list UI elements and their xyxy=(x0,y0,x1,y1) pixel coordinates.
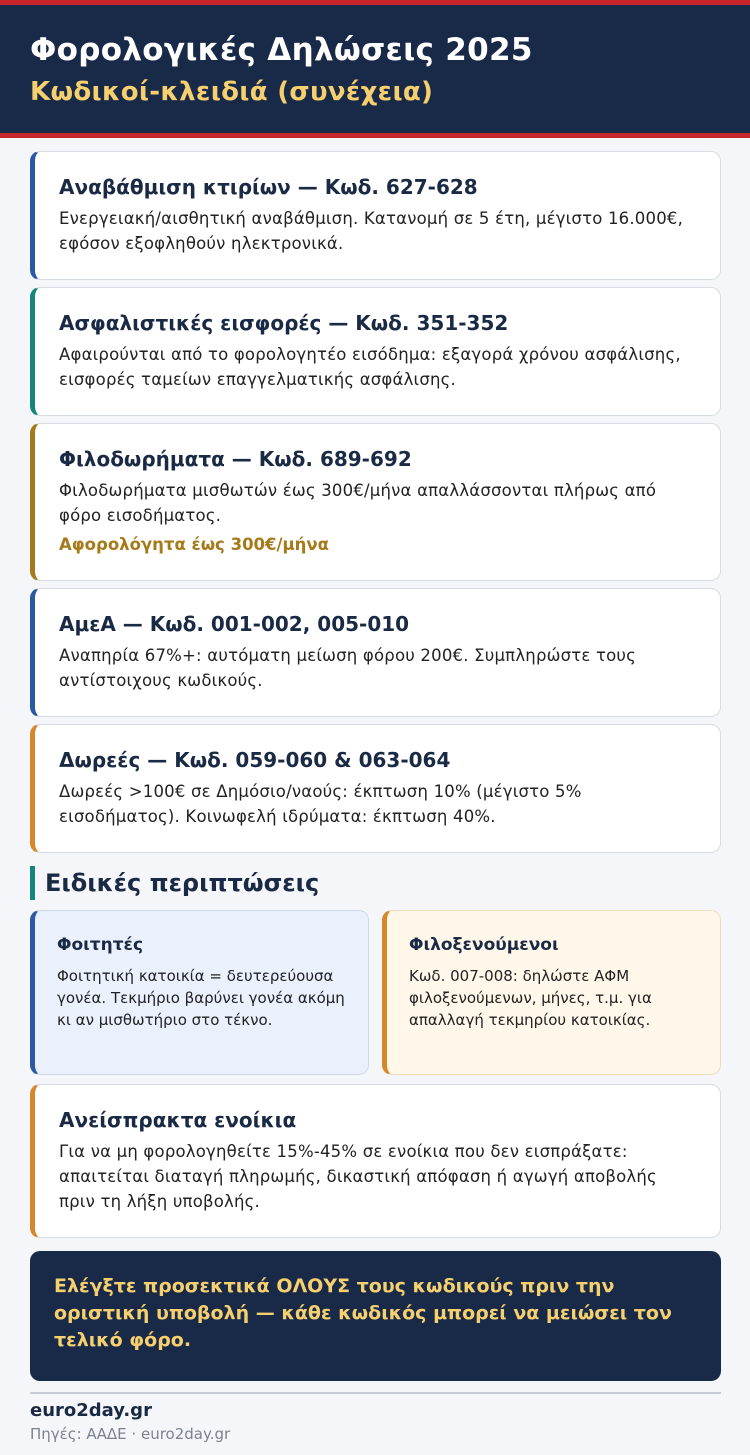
card-title: Φοιτητές xyxy=(57,935,144,955)
card-tips xyxy=(30,423,721,581)
card-donations xyxy=(30,724,721,853)
card-insurance-contributions xyxy=(30,287,721,416)
footer-sources: Πηγές: ΑΑΔΕ · euro2day.gr xyxy=(30,1425,231,1443)
card-body: Αφαιρούνται από το φορολογητέο εισόδημα: εξαγορά χρόνου ασφάλισης, εισφορές ταμείων επαγγελματικής ασφάλισης. xyxy=(59,345,681,389)
card-title: Ανείσπρακτα ενοίκια xyxy=(59,1108,297,1132)
call-to-action-banner: Ελέγξτε προσεκτικά ΟΛΟΥΣ τους κωδικούς πριν την οριστική υποβολή — κάθε κωδικός μπορεί να μειώσει τον τελικό φόρο. xyxy=(30,1251,721,1381)
card-body: Φοιτητική κατοικία = δευτερεύουσα γονέα. Τεκμήριο βαρύνει γονέα ακόμη κι αν μισθωτήριο στο τέκνο. xyxy=(57,967,345,1029)
card-body: Ενεργειακή/αισθητική αναβάθμιση. Κατανομή σε 5 έτη, μέγιστο 16.000€, εφόσον εξοφληθούν ηλεκτρονικά. xyxy=(59,209,684,253)
card-body: Κωδ. 007-008: δηλώστε ΑΦΜ φιλοξενούμενων, μήνες, τ.μ. για απαλλαγή τεκμηρίου κατοικίας. xyxy=(409,967,652,1029)
card-building-upgrade xyxy=(30,151,721,280)
page-header xyxy=(0,0,750,138)
card-uncollected-rent xyxy=(30,1084,721,1238)
page-subtitle: Κωδικοί-κλειδιά (συνέχεια) xyxy=(30,77,434,107)
footer-divider xyxy=(30,1392,721,1394)
card-title: Ασφαλιστικές εισφορές — Κωδ. 351-352 xyxy=(59,311,509,335)
card-body: Δωρεές >100€ σε Δημόσιο/ναούς: έκπτωση 10% (μέγιστο 5% εισοδήματος). Κοινωφελή ιδρύματα: έκπτωση 40%. xyxy=(59,782,582,826)
card-body: Φιλοδωρήματα μισθωτών έως 300€/μήνα απαλλάσσονται πλήρως από φόρο εισοδήματος. xyxy=(59,481,657,525)
card-body: Αναπηρία 67%+: αυτόματη μείωση φόρου 200€. Συμπληρώστε τους αντίστοιχους κωδικούς. xyxy=(59,646,637,690)
section-heading-special-cases: Ειδικές περιπτώσεις xyxy=(30,866,319,900)
footer-brand: euro2day.gr xyxy=(30,1400,152,1421)
card-title: Δωρεές — Κωδ. 059-060 & 063-064 xyxy=(59,748,451,772)
card-title: Αναβάθμιση κτιρίων — Κωδ. 627-628 xyxy=(59,175,478,199)
card-students xyxy=(30,910,369,1075)
card-body: Για να μη φορολογηθείτε 15%-45% σε ενοίκια που δεν εισπράξατε: απαιτείται διαταγή πληρωμής, δικαστική απόφαση ή αγωγή αποβολής πριν τη λήξη υποβολής. xyxy=(59,1142,657,1211)
card-title: ΑμεΑ — Κωδ. 001-002, 005-010 xyxy=(59,612,410,636)
card-highlight: Αφορολόγητα έως 300€/μήνα xyxy=(59,535,329,554)
card-title: Φιλοξενούμενοι xyxy=(409,935,559,955)
page-title: Φορολογικές Δηλώσεις 2025 xyxy=(30,32,533,68)
card-hosted xyxy=(382,910,721,1075)
card-title: Φιλοδωρήματα — Κωδ. 689-692 xyxy=(59,447,412,471)
card-disability xyxy=(30,588,721,717)
